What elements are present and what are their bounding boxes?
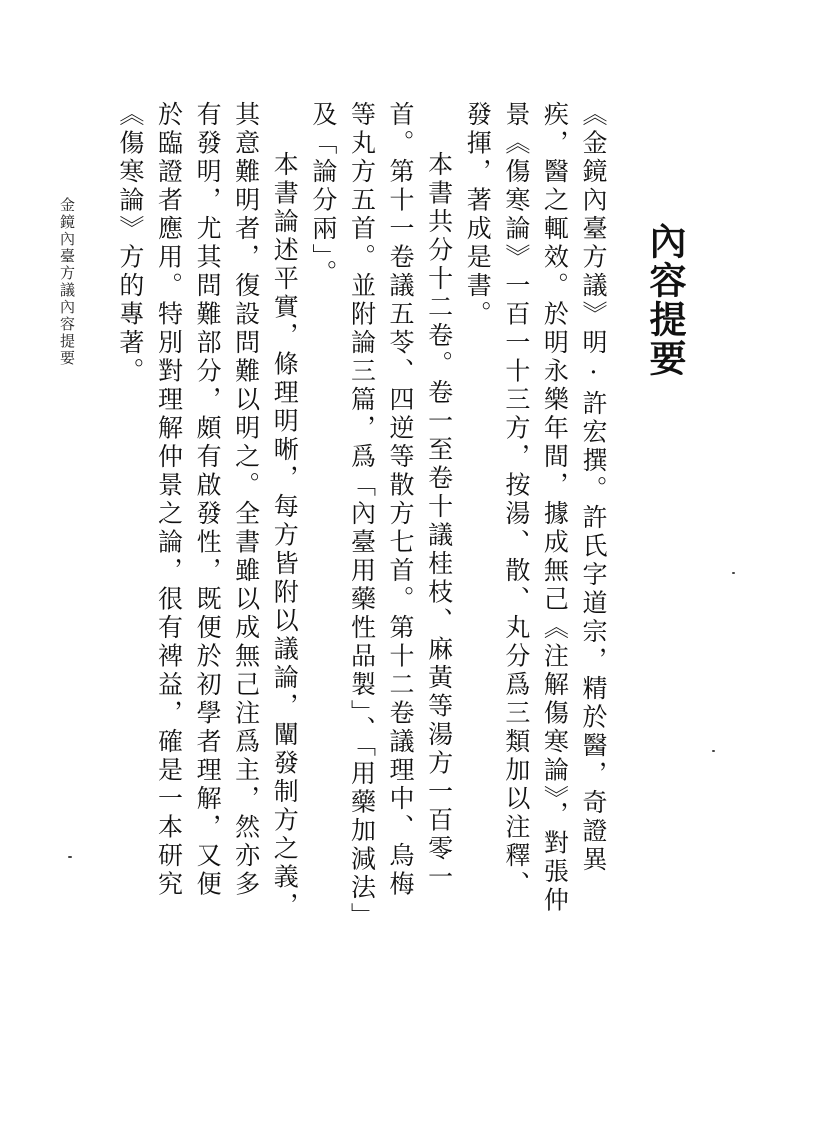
running-head: 金鏡內臺方議內容提要 bbox=[58, 197, 76, 367]
paragraph-3: 本書論述平實，條理明晰，每方皆附以議論，闡發制方之義，其意難明者，復設問難以明之。全書雖以成無己注爲主，然亦多有發明，尤其問難部分，頗有啟發性，既便於初學者理解，又便於臨證者應用。特別對理解仲景之論，很有裨益，確是一本研究《傷寒論》方的專著。 bbox=[115, 101, 300, 921]
paragraph-2: 本書共分十二卷。卷一至卷十議桂枝、麻黃等湯方一百零一首。第十一卷議五苓、四逆等散方七首。第十二卷議理中、烏梅等丸方五首。並附論三篇，爲「內臺用藥性品製」、「用藥加減法」及「論分兩」。 bbox=[308, 101, 454, 919]
scan-speck bbox=[732, 572, 735, 574]
paragraph-1: 《金鏡內臺方議》明·許宏撰。許氏字道宗，精於醫，奇證異疾，醫之輒效。於明永樂年間，據成無己《注解傷寒論》，對張仲景《傷寒論》一百一十三方，按湯、散、丸分爲三類加以注釋、發揮，著成是書。 bbox=[463, 101, 608, 915]
page-title: 內容提要 bbox=[643, 222, 686, 378]
scan-speck bbox=[712, 750, 715, 752]
body-text bbox=[115, 101, 612, 921]
scan-speck bbox=[68, 856, 72, 858]
